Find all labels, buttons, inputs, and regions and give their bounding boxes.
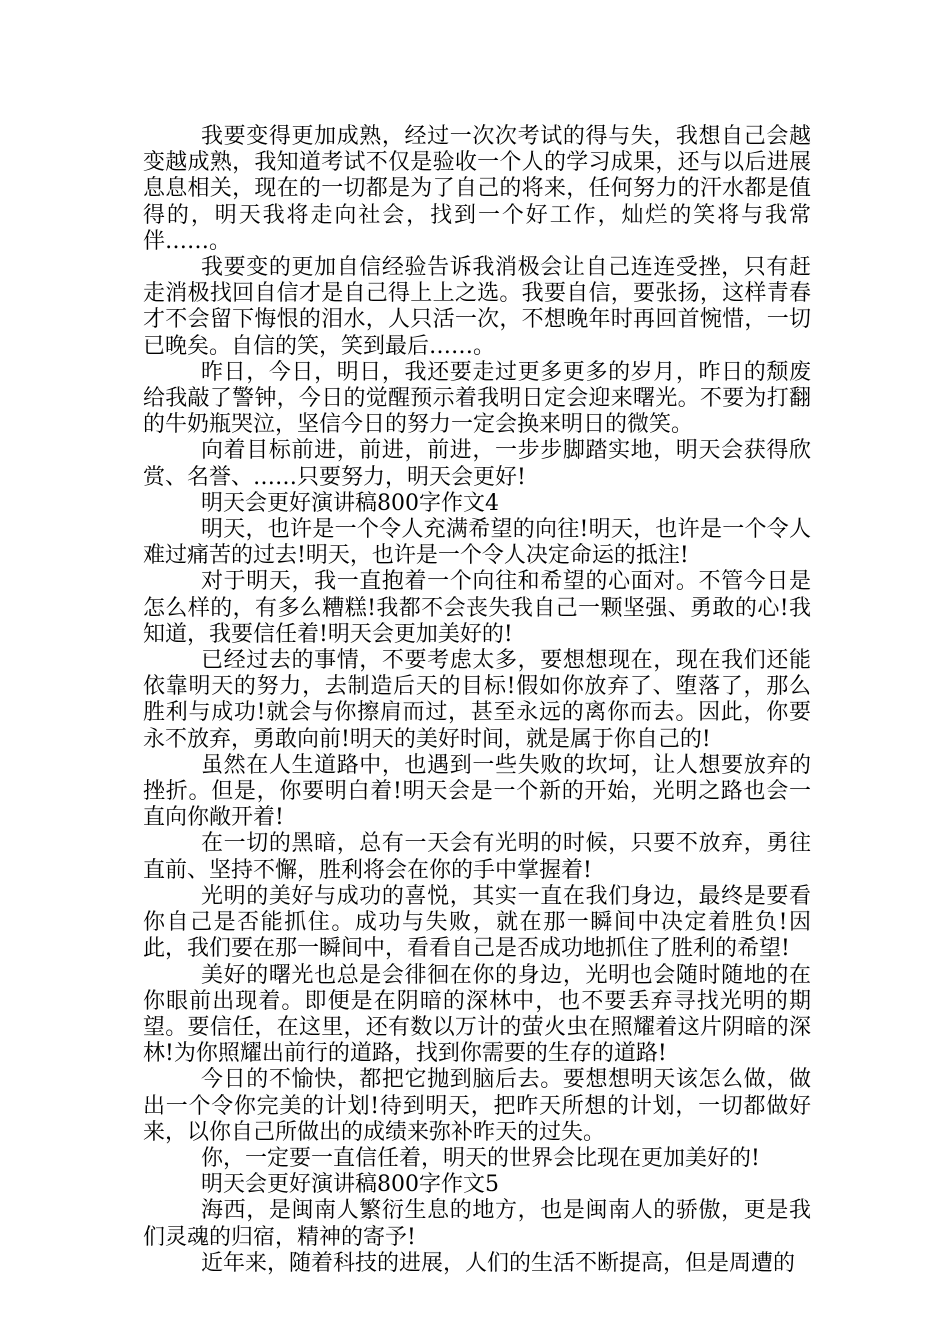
paragraph: 光明的美好与成功的喜悦，其实一直在我们身边，最终是要看你自己是否能抓住。成功与失败，就在那一瞬间中决定着胜负!因此，我们要在那一瞬间中，看看自己是否成功地抓住了胜利的希望! (143, 883, 811, 962)
paragraph: 在一切的黑暗，总有一天会有光明的时候，只要不放弃，勇往直前、坚持不懈，胜利将会在你的手中掌握着! (143, 831, 811, 883)
section-heading: 明天会更好演讲稿800字作文5 (201, 1172, 499, 1198)
paragraph: 对于明天，我一直抱着一个向往和希望的心面对。不管今日是怎么样的，有多么糟糕!我都不会丧失我自己一颗坚强、勇敢的心!我知道，我要信任着!明天会更加美好的! (143, 569, 811, 647)
paragraph: 昨日，今日，明日，我还要走过更多更多的岁月，昨日的颓废给我敲了警钟，今日的觉醒预示着我明日定会迎来曙光。不要为打翻的牛奶瓶哭泣，坚信今日的努力一定会换来明日的微笑。 (143, 359, 811, 438)
paragraph: 我要变得更加成熟，经过一次次考试的得与失，我想自己会越变越成熟，我知道考试不仅是验收一个人的学习成果，还与以后进展息息相关，现在的一切都是为了自己的将来，任何努力的汗水都是值得的，明天我将走向社会，找到一个好工作，灿烂的笑将与我常伴……。 (143, 124, 811, 254)
paragraph: 海西，是闽南人繁衍生息的地方，也是闽南人的骄傲，更是我们灵魂的归宿，精神的寄予! (143, 1198, 811, 1250)
section-heading: 明天会更好演讲稿800字作文4 (201, 490, 499, 516)
paragraph: 美好的曙光也总是会徘徊在你的身边，光明也会随时随地的在你眼前出现着。即便是在阴暗的深林中，也不要丢弃寻找光明的期望。要信任，在这里，还有数以万计的萤火虫在照耀着这片阴暗的深林!为你照耀出前行的道路，找到你需要的生存的道路! (143, 962, 811, 1067)
document-body (143, 124, 811, 1277)
paragraph: 虽然在人生道路中，也遇到一些失败的坎坷，让人想要放弃的挫折。但是，你要明白着!明天会是一个新的开始，光明之路也会一直向你敞开着! (143, 752, 811, 831)
paragraph: 向着目标前进，前进，前进，一步步脚踏实地，明天会获得欣赏、名誉、……只要努力，明天会更好! (143, 438, 811, 490)
paragraph: 我要变的更加自信经验告诉我消极会让自己连连受挫，只有赶走消极找回自信才是自己得上上之选。我要自信，要张扬，这样青春才不会留下悔恨的泪水，人只活一次，不想晚年时再回首惋惜，一切已晚矣。自信的笑，笑到最后……。 (143, 255, 811, 359)
paragraph: 明天，也许是一个令人充满希望的向往!明天，也许是一个令人难过痛苦的过去!明天，也许是一个令人决定命运的抵注! (143, 517, 811, 569)
paragraph: 近年来，随着科技的进展，人们的生活不断提高，但是周遭的 (201, 1250, 796, 1276)
paragraph: 你，一定要一直信任着，明天的世界会比现在更加美好的! (201, 1145, 760, 1171)
paragraph: 今日的不愉快，都把它抛到脑后去。要想想明天该怎么做，做出一个令你完美的计划!待到明天，把昨天所想的计划，一切都做好来，以你自己所做出的成绩来弥补昨天的过失。 (143, 1067, 811, 1145)
paragraph: 已经过去的事情，不要考虑太多，要想想现在，现在我们还能依靠明天的努力，去制造后天的目标!假如你放弃了、堕落了，那么胜利与成功!就会与你擦肩而过，甚至永远的离你而去。因此，你要永不放弃，勇敢向前!明天的美好时间，就是属于你自己的! (143, 648, 811, 752)
